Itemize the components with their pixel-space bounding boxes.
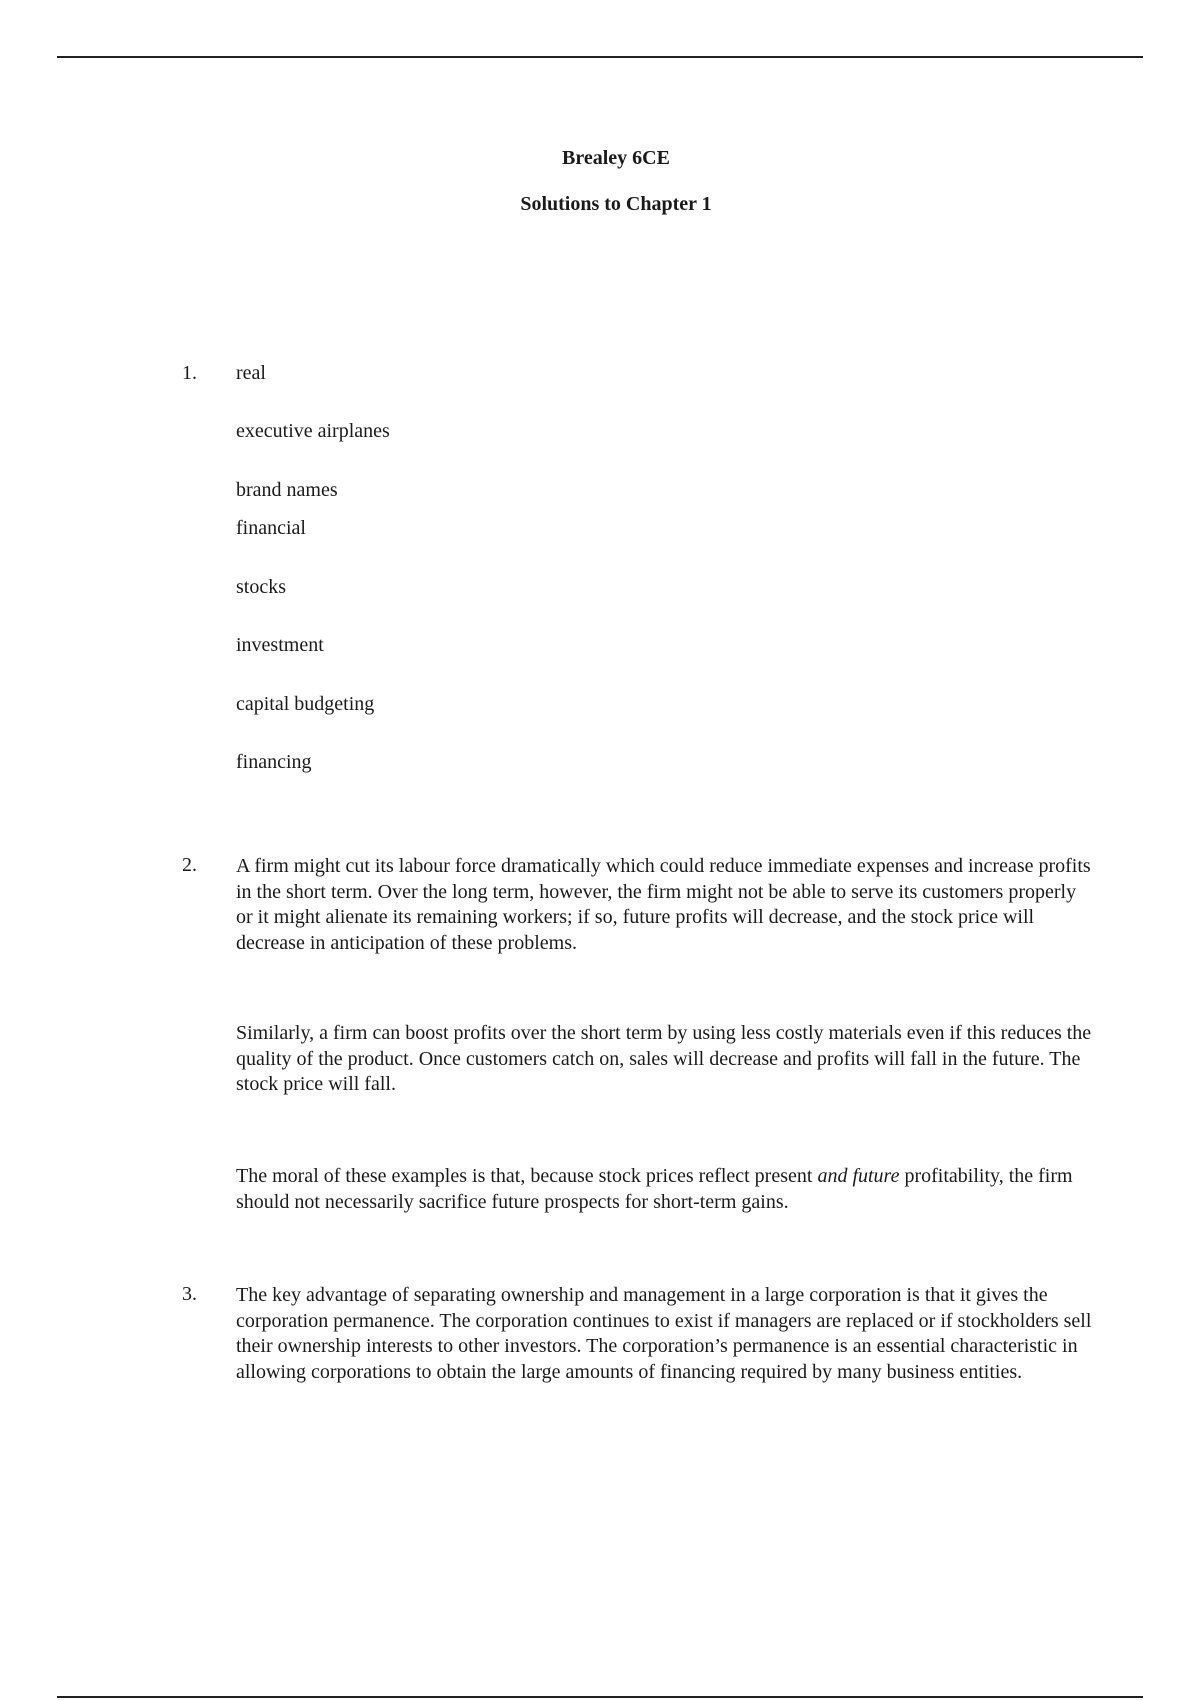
header-rule — [57, 56, 1143, 58]
question-1-number: 1. — [182, 362, 197, 384]
question-2-number: 2. — [182, 854, 197, 876]
q1-term-capital-budgeting: capital budgeting — [236, 693, 375, 715]
document-subtitle: Solutions to Chapter 1 — [520, 193, 712, 215]
q1-term-investment: investment — [236, 634, 324, 656]
document-title: Brealey 6CE — [562, 147, 670, 169]
q1-term-stocks: stocks — [236, 576, 286, 598]
q1-term-brand-names: brand names — [236, 479, 338, 501]
q1-term-financial: financial — [236, 517, 306, 539]
q2-paragraph-3-emphasis: and future — [817, 1165, 900, 1187]
q2-paragraph-3-before: The moral of these examples is that, because stock prices reflect present — [236, 1165, 818, 1187]
q1-term-executive-airplanes: executive airplanes — [236, 420, 390, 442]
q2-paragraph-1: A firm might cut its labour force dramatically which could reduce immediate expenses and increase profits in the short term. Over the long term, however, the firm might not be able to serve its customers properly or it might alienate its remaining workers; if so, future profits will decrease, and the stock price will decrease in anticipation of these problems. — [236, 855, 1091, 954]
q1-term-real: real — [236, 362, 266, 384]
q3-paragraph: The key advantage of separating ownership and management in a large corporation is that it gives the corporation permanence. The corporation continues to exist if managers are replaced or if stockholders sell their ownership interests to other investors. The corporation’s permanence is an essential characteristic in allowing corporations to obtain the large amounts of financing required by many business entities. — [236, 1284, 1092, 1383]
footer-rule — [57, 1696, 1143, 1698]
q2-paragraph-2: Similarly, a firm can boost profits over the short term by using less costly materials even if this reduces the quality of the product. Once customers catch on, sales will decrease and profits will fall in the future. The stock price will fall. — [236, 1022, 1092, 1095]
q1-term-financing: financing — [236, 751, 312, 773]
question-3-number: 3. — [182, 1283, 197, 1305]
q2-paragraph-3-after: profitability, the firm should not necessarily sacrifice future prospects for short-term gains. — [236, 1165, 1073, 1213]
q2-paragraph-3 — [236, 1164, 1096, 1215]
